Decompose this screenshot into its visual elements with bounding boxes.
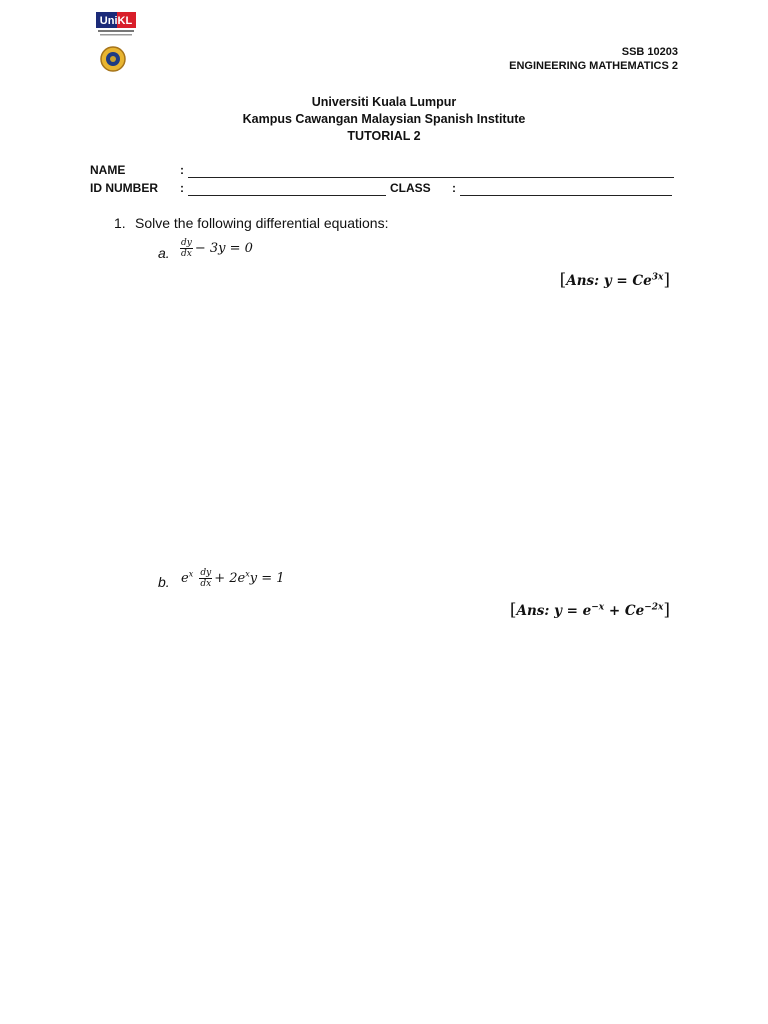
id-label: ID NUMBER xyxy=(90,181,158,195)
name-colon: : xyxy=(180,163,184,177)
question-number: 1. xyxy=(114,215,126,231)
dy-dx-fraction: $\frac{dy}{dx}$ xyxy=(200,568,212,589)
part-a-label: a. xyxy=(158,245,170,261)
name-field[interactable] xyxy=(188,177,674,178)
class-colon: : xyxy=(452,181,456,195)
dy-dx-fraction: $\frac{dy}{dx}$ xyxy=(181,238,192,259)
class-label: CLASS xyxy=(390,181,431,195)
part-a-answer: [Ans: $y = Ce^{3x}$] xyxy=(559,270,670,290)
id-colon: : xyxy=(180,181,184,195)
part-b-label: b. xyxy=(158,574,170,590)
part-b-equation: $e^x$ $\frac{dy}{dx}$ + $2e^xy = 1$ xyxy=(181,568,285,589)
tutorial-title: TUTORIAL 2 xyxy=(347,129,421,143)
name-label: NAME xyxy=(90,163,126,177)
id-field[interactable] xyxy=(188,195,386,196)
university-name: Universiti Kuala Lumpur xyxy=(311,95,457,109)
unikl-logo xyxy=(96,12,136,78)
course-code: SSB 10203 xyxy=(621,46,678,58)
question-text: Solve the following differential equations: xyxy=(135,215,389,231)
campus-name: Kampus Cawangan Malaysian Spanish Institute xyxy=(242,112,526,126)
class-field[interactable] xyxy=(460,195,672,196)
part-a-equation: $\frac{dy}{dx}$ − 3y = 0 xyxy=(181,238,253,259)
course-name: ENGINEERING MATHEMATICS 2 xyxy=(509,60,678,72)
part-b-answer: [Ans: $y = e^{-x} + Ce^{-2x}$] xyxy=(509,600,670,620)
svg-text:UniKL: UniKL xyxy=(99,15,133,27)
